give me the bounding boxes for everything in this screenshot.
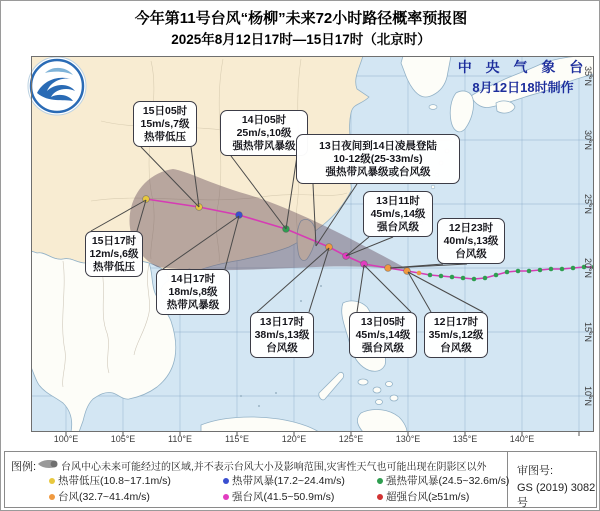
callout-time: 14日05时: [241, 113, 287, 126]
callout-wind: 18m/s,8级: [168, 285, 218, 298]
page-subtitle: 2025年8月12日17时—15日17时（北京时）: [171, 32, 431, 47]
lat-label-10n: 10°N: [583, 385, 593, 407]
lon-label-130e: 130°E: [395, 434, 421, 444]
callout-wind: 10-12级(25-33m/s): [333, 152, 423, 165]
callout-category: 强热带风暴级: [232, 139, 296, 152]
lat-label-20n: 20°N: [583, 257, 593, 279]
callout-time: 13日11时: [376, 194, 420, 207]
lat-label-30n: 30°N: [583, 129, 593, 151]
lon-label-120e: 120°E: [281, 434, 307, 444]
callout-wind: 25m/s,10级: [236, 126, 292, 139]
lon-label-135e: 135°E: [452, 434, 478, 444]
map-review-number: GS (2019) 3082号: [517, 482, 596, 509]
callout-14d17h: [156, 269, 230, 315]
callout-category: 热带风暴级: [166, 298, 220, 311]
callout-time: 13日夜间到14日凌晨登陆: [319, 139, 437, 152]
callout-category: 强台风级: [362, 341, 404, 354]
callout-category: 台风级: [266, 341, 298, 354]
callout-wind: 38m/s,13级: [254, 328, 310, 341]
legend: [4, 451, 597, 508]
callout-wind: 15m/s,7级: [140, 117, 190, 130]
legend-item-ty: 台风(32.7~41.4m/s): [49, 489, 150, 504]
callout-13d05h: [349, 312, 417, 358]
callout-14d05h: [220, 110, 308, 156]
callout-time: 15日17时: [91, 234, 137, 247]
ts-dot-icon: [223, 478, 229, 484]
legend-item-super-ty: 超强台风(≥51m/s): [377, 489, 469, 504]
agency-name: 中 央 气 象 台: [457, 59, 589, 75]
lon-label-125e: 125°E: [338, 434, 364, 444]
callout-time: 12日17时: [433, 315, 479, 328]
callout-category: 台风级: [440, 341, 472, 354]
callout-category: 台风级: [455, 247, 487, 260]
callout-13d11h: [363, 191, 433, 237]
callout-time: 12日23时: [448, 221, 494, 234]
callout-time: 13日05时: [360, 315, 406, 328]
callout-12d17h: [424, 312, 488, 358]
ty-dot-icon: [49, 494, 55, 500]
callout-wind: 35m/s,12级: [428, 328, 484, 341]
callout-category: 热带低压: [93, 260, 135, 273]
sty-dot-icon: [223, 494, 229, 500]
lat-label-25n: 25°N: [583, 193, 593, 215]
page-title: 今年第11号台风“杨柳”未来72小时路径概率预报图: [134, 10, 468, 27]
callout-time: 14日17时: [170, 272, 216, 285]
map-review-label: 审图号:: [517, 465, 554, 477]
callout-category: 强热带风暴级或台风级: [325, 165, 431, 178]
callout-12d23h: [437, 218, 505, 264]
callout-wind: 12m/s,6级: [89, 247, 139, 260]
callout-15d05h: [133, 101, 197, 147]
callout-15d17h: [85, 231, 143, 277]
callout-time: 15日05时: [142, 104, 188, 117]
callout-wind: 40m/s,13级: [443, 234, 499, 247]
callout-wind: 45m/s,14级: [355, 328, 411, 341]
legend-title: 图例:: [11, 461, 37, 473]
cone-icon: [37, 459, 59, 469]
legend-item-sts: 强热带风暴(24.5~32.6m/s): [377, 473, 509, 488]
lon-label-110e: 110°E: [168, 434, 192, 444]
lon-label-105e: 105°E: [110, 434, 136, 444]
agency-issue-time: 8月12日18时制作: [472, 80, 574, 95]
legend-cone-note: 台风中心未来可能经过的区域,并不表示台风大小及影响范围,灾害性天气也可能出现在阴影区以外: [61, 462, 487, 473]
lat-label-15n: 15°N: [583, 321, 593, 343]
super-ty-dot-icon: [377, 494, 383, 500]
callout-13d17h: [250, 312, 314, 358]
legend-item-td: 热带低压(10.8~17.1m/s): [49, 473, 171, 488]
lon-label-115e: 115°E: [225, 434, 249, 444]
callout-category: 热带低压: [144, 130, 186, 143]
sts-dot-icon: [377, 478, 383, 484]
callout-wind: 45m/s,14级: [370, 207, 426, 220]
callout-category: 强台风级: [377, 220, 419, 233]
callout-time: 13日17时: [259, 315, 305, 328]
callout-landfall: [296, 134, 460, 184]
td-dot-icon: [49, 478, 55, 484]
lon-label-100e: 100°E: [53, 434, 79, 444]
legend-item-sty: 强台风(41.5~50.9m/s): [223, 489, 334, 504]
lon-label-140e: 140°E: [509, 434, 535, 444]
lat-label-35n: 35°N: [583, 65, 593, 87]
legend-item-ts: 热带风暴(17.2~24.4m/s): [223, 473, 345, 488]
